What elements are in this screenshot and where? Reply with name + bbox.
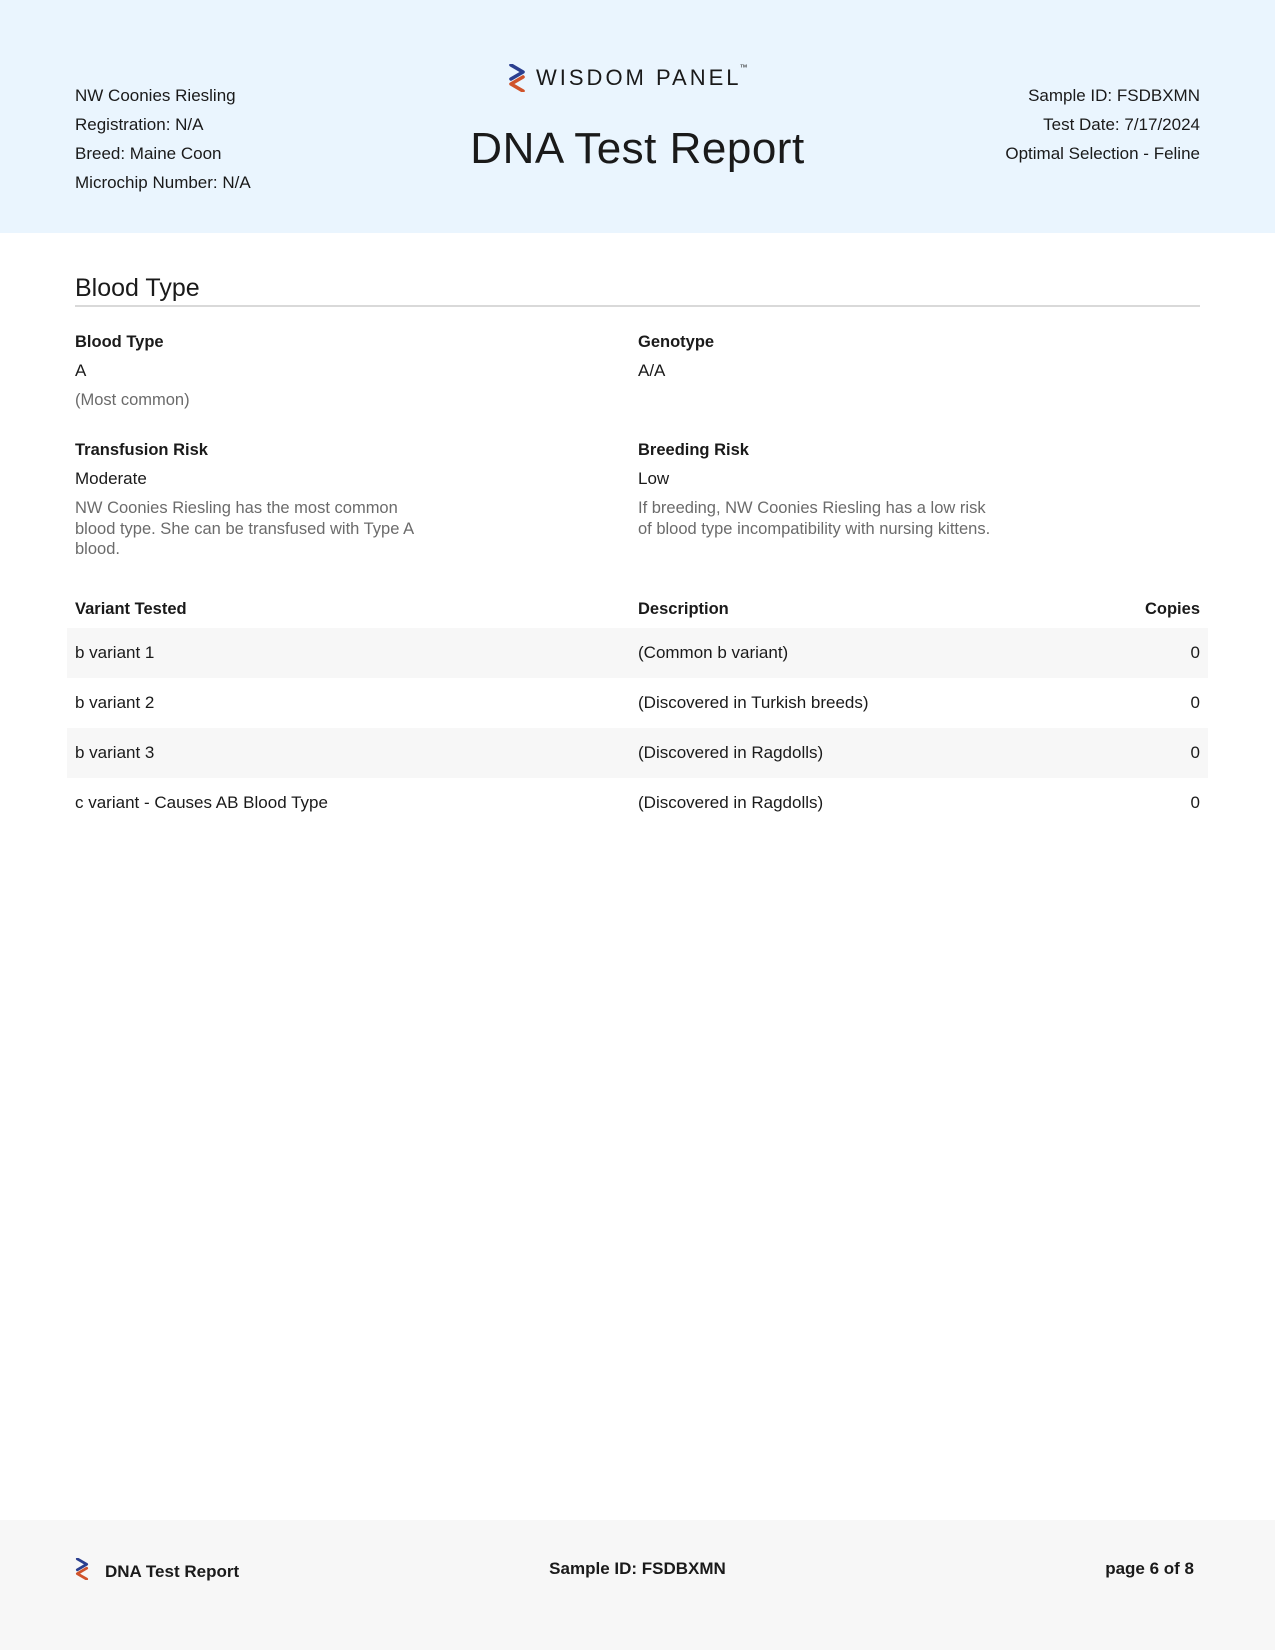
breeding-risk-note: If breeding, NW Coonies Riesling has a low risk of blood type incompatibility with nursing kittens. bbox=[638, 499, 991, 538]
test-date: Test Date: 7/17/2024 bbox=[1043, 115, 1200, 134]
section-title: Blood Type bbox=[75, 274, 200, 302]
transfusion-risk-note: NW Coonies Riesling has the most common blood type. She can be transfused with Type A blood. bbox=[75, 499, 414, 558]
breed: Breed: Maine Coon bbox=[75, 144, 222, 163]
description-cell: (Discovered in Ragdolls) bbox=[638, 793, 824, 812]
genotype-value: A/A bbox=[638, 361, 666, 380]
column-header-copies: Copies bbox=[1144, 600, 1200, 618]
transfusion-risk-value: Moderate bbox=[75, 469, 147, 488]
breeding-risk-label: Breeding Risk bbox=[638, 441, 749, 459]
page-number: page 6 of 8 bbox=[1105, 1559, 1194, 1578]
column-header-description: Description bbox=[638, 600, 729, 618]
description-cell: (Discovered in Turkish breeds) bbox=[638, 693, 869, 712]
report-footer bbox=[0, 1520, 1275, 1650]
blood-type-note: (Most common) bbox=[75, 391, 190, 409]
sample-info bbox=[1005, 81, 1200, 168]
blood-type-value: A bbox=[75, 361, 87, 380]
variant-cell: b variant 2 bbox=[75, 693, 155, 712]
blood-type-field bbox=[75, 332, 190, 411]
page-title: DNA Test Report bbox=[470, 124, 805, 173]
copies-cell: 0 bbox=[1190, 743, 1200, 762]
wisdom-panel-helix-icon bbox=[508, 64, 526, 92]
variant-table bbox=[67, 590, 1208, 828]
sample-id: Sample ID: FSDBXMN bbox=[1028, 86, 1200, 105]
copies-cell: 0 bbox=[1190, 643, 1200, 662]
breeding-risk-value: Low bbox=[638, 469, 670, 488]
brand-logo bbox=[508, 62, 748, 94]
table-row bbox=[67, 778, 1208, 828]
breeding-risk-field bbox=[638, 440, 998, 539]
blood-type-label: Blood Type bbox=[75, 333, 164, 351]
genotype-field bbox=[638, 332, 714, 381]
registration: Registration: N/A bbox=[75, 115, 204, 134]
pet-name: NW Coonies Riesling bbox=[75, 86, 236, 105]
copies-cell: 0 bbox=[1190, 693, 1200, 712]
table-row bbox=[67, 678, 1208, 728]
product-name: Optimal Selection - Feline bbox=[1005, 144, 1200, 163]
table-header bbox=[67, 590, 1208, 628]
column-header-variant: Variant Tested bbox=[75, 600, 187, 618]
description-cell: (Common b variant) bbox=[638, 643, 789, 662]
transfusion-risk-label: Transfusion Risk bbox=[75, 441, 208, 459]
description-cell: (Discovered in Ragdolls) bbox=[638, 743, 824, 762]
table-row bbox=[67, 628, 1208, 678]
transfusion-risk-field bbox=[75, 440, 435, 560]
microchip-number: Microchip Number: N/A bbox=[75, 173, 251, 192]
footer-title: DNA Test Report bbox=[105, 1562, 240, 1581]
footer-sample-id: Sample ID: FSDBXMN bbox=[549, 1559, 726, 1578]
variant-cell: b variant 1 bbox=[75, 643, 155, 662]
section-divider bbox=[75, 305, 1200, 307]
variant-cell: c variant - Causes AB Blood Type bbox=[75, 793, 328, 812]
table-row bbox=[67, 728, 1208, 778]
report-header bbox=[0, 0, 1275, 233]
genotype-label: Genotype bbox=[638, 333, 715, 351]
copies-cell: 0 bbox=[1190, 793, 1200, 812]
brand-name: WISDOM PANEL™ bbox=[536, 63, 748, 90]
variant-cell: b variant 3 bbox=[75, 743, 155, 762]
